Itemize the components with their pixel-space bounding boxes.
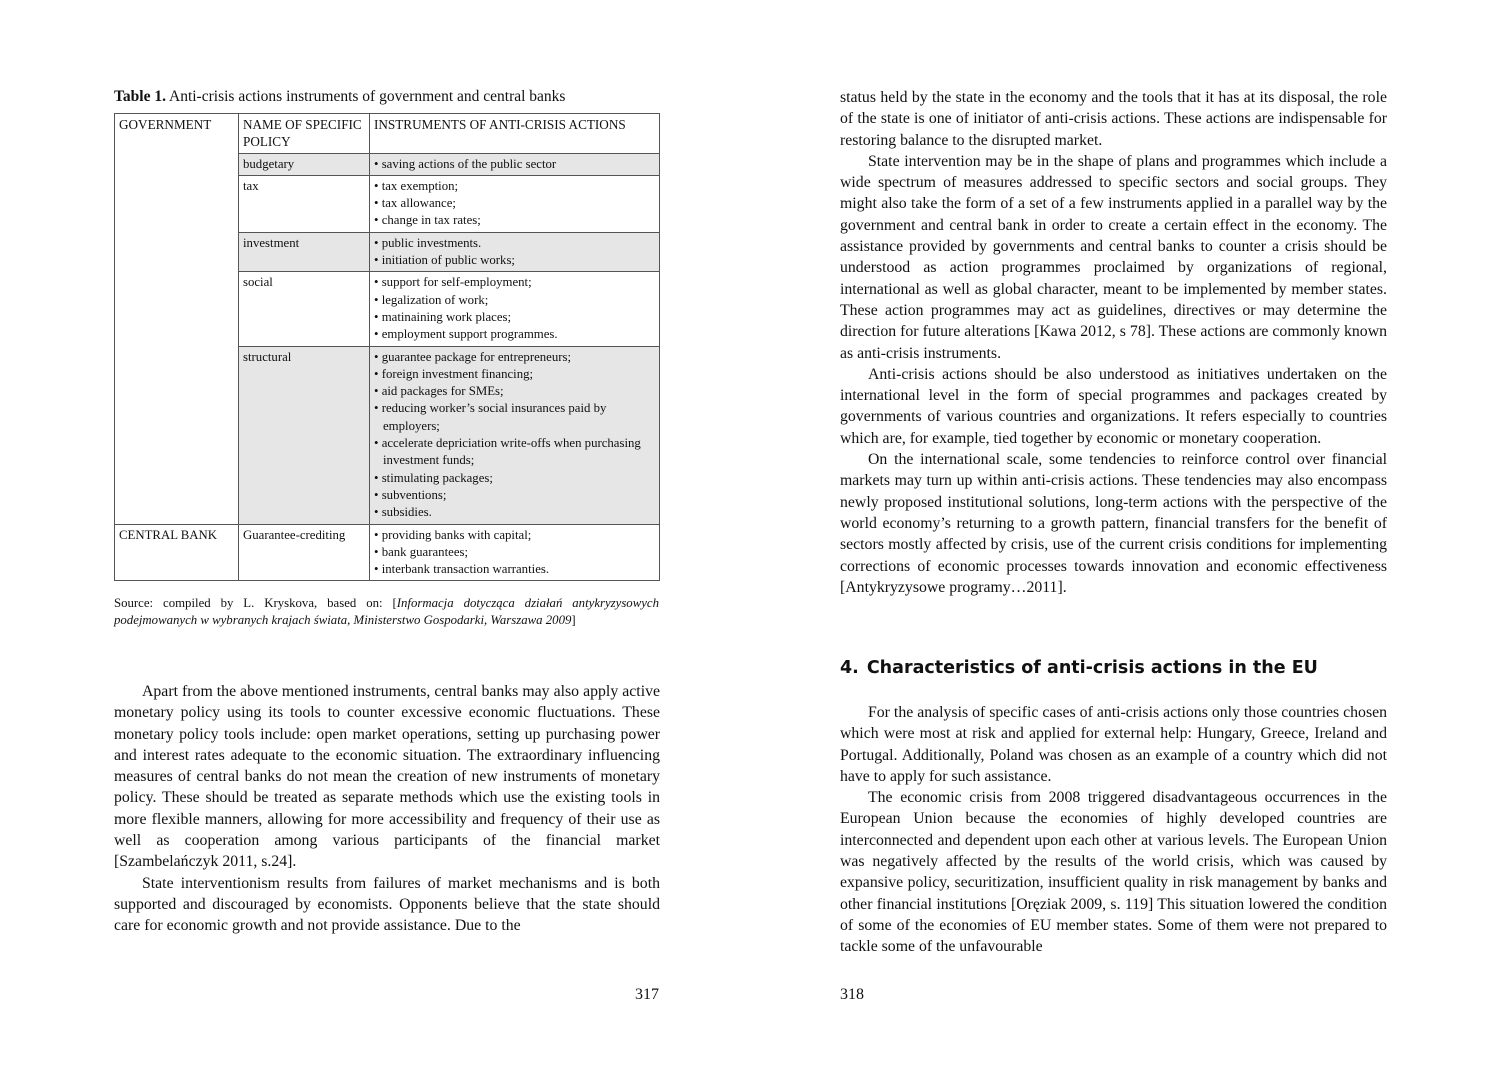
instrument-item: • tax allowance; bbox=[374, 195, 655, 212]
section-title: Characteristics of anti-crisis actions in the EU bbox=[866, 658, 1318, 678]
instrument-item: • guarantee package for entrepreneurs; bbox=[374, 349, 655, 366]
table-row bbox=[115, 524, 660, 581]
instruments-cell bbox=[370, 524, 660, 581]
table-caption bbox=[114, 88, 565, 106]
page-number: 318 bbox=[840, 986, 864, 1003]
section-heading bbox=[840, 658, 1318, 678]
instrument-item: • reducing worker’s social insurances paid by employers; bbox=[374, 400, 655, 435]
source-prefix: Source: compiled by L. Kryskova, based on: [ bbox=[114, 596, 397, 610]
instrument-item: • foreign investment financing; bbox=[374, 366, 655, 383]
table-caption-label: Table 1. bbox=[114, 88, 166, 105]
instrument-item: • initiation of public works; bbox=[374, 252, 655, 269]
policy-name-cell: investment bbox=[239, 232, 370, 272]
source-italic: Informacja dotycząca działań antykryzysowych podejmowanych w wybranych krajach świata, Ministerstwo Gospodarki, Warszawa 2009 bbox=[114, 596, 659, 627]
paragraph: State intervention may be in the shape of plans and programmes which include a wide spectrum of measures addressed to specific sectors and social groups. They might also take the form of a set of a few instruments applied in a parallel way by the government and central bank in order to create a certain effect in the economy. The assistance provided by governments and central banks to counter a crisis should be understood as action programmes proclaimed by organizations of regional, international as well as global character, meant to be implemented by member states. These action programmes may act as guidelines, directives or may determine the direction for future alterations [Kawa 2012, s 78]. These actions are commonly known as anti-crisis instruments. bbox=[840, 152, 1387, 362]
central-bank-cell: CENTRAL BANK bbox=[115, 524, 239, 581]
instruments-cell bbox=[370, 232, 660, 272]
instrument-item: • matinaining work places; bbox=[374, 309, 655, 326]
policy-name-cell: social bbox=[239, 272, 370, 346]
paragraph: For the analysis of specific cases of anti-crisis actions only those countries chosen which were most at risk and applied for external help: Hungary, Greece, Ireland and Portugal. Additionally, Poland was chosen as an example of a country which did not have to apply for such assistance. bbox=[840, 704, 1387, 785]
instrument-list bbox=[374, 527, 655, 579]
instrument-list bbox=[374, 349, 655, 522]
instrument-item: • public investments. bbox=[374, 235, 655, 252]
table-source-note bbox=[114, 595, 659, 629]
instrument-item: • change in tax rates; bbox=[374, 212, 655, 229]
paragraph: State interventionism results from failures of market mechanisms and is both supported and discouraged by economists. Opponents believe that the state should care for economic growth and not provide assistance. Due to the bbox=[114, 874, 660, 935]
table-caption-text: Anti-crisis actions instruments of government and central banks bbox=[165, 88, 566, 105]
anti-crisis-instruments-table bbox=[114, 113, 660, 581]
section-number: 4. bbox=[840, 658, 859, 678]
instrument-list bbox=[374, 178, 655, 230]
instruments-cell bbox=[370, 272, 660, 346]
instruments-cell bbox=[370, 346, 660, 524]
instrument-item: • interbank transaction warranties. bbox=[374, 561, 655, 578]
table-body bbox=[115, 114, 660, 581]
paragraph: On the international scale, some tendencies to reinforce control over financial markets may turn up within anti-crisis actions. These tendencies may also encompass newly proposed institutional solutions, long-term actions with the perspective of the world economy’s returning to a growth pattern, financial transfers for the benefit of sectors mostly affected by crisis, use of the current crisis conditions for implementing corrections of economic processes towards innovation and economic effectiveness [Antykryzysowe programy…2011]. bbox=[840, 451, 1387, 596]
instrument-list bbox=[374, 156, 655, 173]
policy-name-cell: structural bbox=[239, 346, 370, 524]
policy-name-cell: Guarantee-crediting bbox=[239, 524, 370, 581]
instrument-item: • saving actions of the public sector bbox=[374, 156, 655, 173]
instrument-item: • stimulating packages; bbox=[374, 470, 655, 487]
instruments-cell bbox=[370, 175, 660, 232]
paragraph: status held by the state in the economy and the tools that it has at its disposal, the role of the state is one of initiator of anti-crisis actions. These actions are indispensable for restoring balance to the disrupted market. bbox=[840, 89, 1387, 149]
instrument-item: • providing banks with capital; bbox=[374, 527, 655, 544]
right-body-text-top bbox=[840, 87, 1387, 598]
instrument-item: • subsidies. bbox=[374, 504, 655, 521]
instrument-list bbox=[374, 235, 655, 270]
policy-name-cell: tax bbox=[239, 175, 370, 232]
paragraph: Anti-crisis actions should be also understood as initiatives undertaken on the international level in the form of special programmes and packages created by governments of various countries and organizations. It refers especially to countries which are, for example, tied together by economic or monetary cooperation. bbox=[840, 365, 1387, 447]
instrument-item: • bank guarantees; bbox=[374, 544, 655, 561]
instrument-item: • subventions; bbox=[374, 487, 655, 504]
instruments-header-cell: INSTRUMENTS OF ANTI-CRISIS ACTIONS bbox=[370, 114, 660, 154]
page-number: 317 bbox=[635, 986, 659, 1003]
instrument-item: • tax exemption; bbox=[374, 178, 655, 195]
instrument-list bbox=[374, 274, 655, 343]
instrument-item: • legalization of work; bbox=[374, 292, 655, 309]
table-header-row bbox=[115, 114, 660, 154]
right-body-text-bottom bbox=[840, 702, 1387, 958]
paragraph: The economic crisis from 2008 triggered disadvantageous occurrences in the European Union because the economies of highly developed countries are interconnected and dependent upon each other at various levels. The European Union was negatively affected by the results of the world crisis, which was caused by expansive policy, securitization, insufficient quality in risk management by banks and other financial institutions [Oręziak 2009, s. 119] This situation lowered the condition of some of the economies of EU member states. Some of them were not prepared to tackle some of the unfavourable bbox=[840, 789, 1387, 956]
policy-header-cell: NAME OF SPECIFIC POLICY bbox=[239, 114, 370, 154]
right-page bbox=[840, 0, 1387, 1068]
left-body-text bbox=[114, 681, 660, 937]
government-header-cell: GOVERNMENT bbox=[115, 114, 239, 525]
instrument-item: • employment support programmes. bbox=[374, 326, 655, 343]
paragraph: Apart from the above mentioned instruments, central banks may also apply active monetary policy using its tools to counter excessive economic fluctuations. These monetary policy tools include: open market operations, setting up purchasing power and interest rates adequate to the economic situation. The extraordinary influencing measures of central banks do not mean the creation of new instruments of monetary policy. These should be treated as separate methods which use the existing tools in more flexible manners, allowing for more accessibility and frequency of their use as well as cooperation among various participants of the financial market [Szambelańczyk 2011, s.24]. bbox=[114, 683, 660, 871]
source-suffix: ] bbox=[571, 613, 576, 627]
left-page bbox=[114, 0, 660, 1068]
policy-name-cell: budgetary bbox=[239, 153, 370, 175]
instrument-item: • aid packages for SMEs; bbox=[374, 383, 655, 400]
instruments-cell bbox=[370, 153, 660, 175]
instrument-item: • support for self-employment; bbox=[374, 274, 655, 291]
instrument-item: • accelerate depriciation write-offs when purchasing investment funds; bbox=[374, 435, 655, 470]
